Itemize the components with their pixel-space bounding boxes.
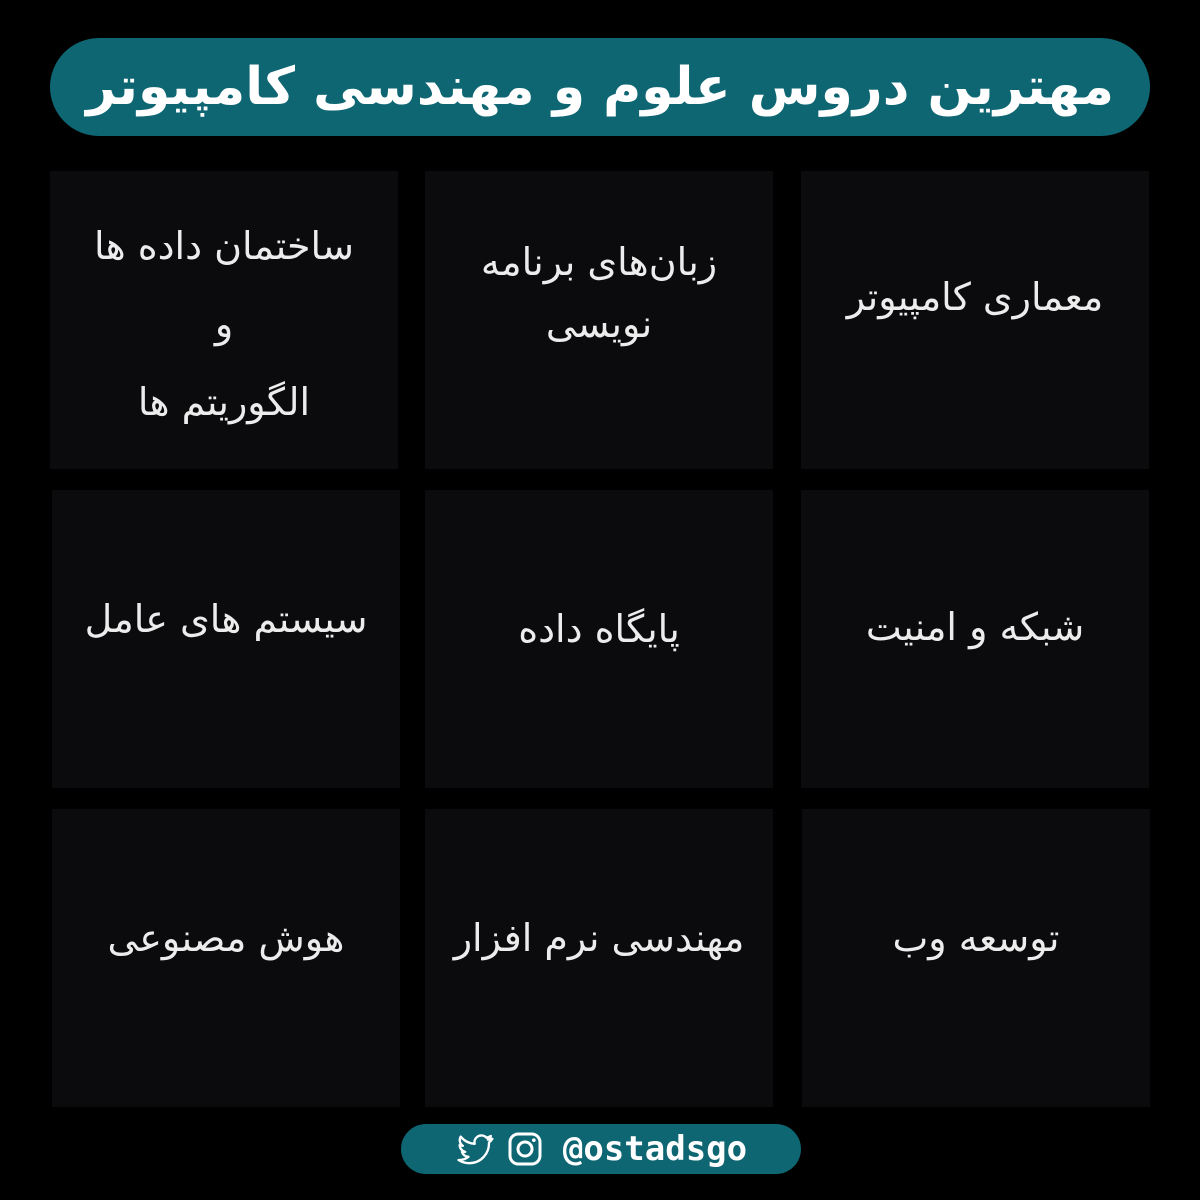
instagram-icon[interactable] xyxy=(505,1129,545,1169)
card-artificial-intelligence xyxy=(52,809,400,1107)
social-footer xyxy=(401,1124,801,1174)
twitter-icon[interactable] xyxy=(455,1129,495,1169)
card-label: ساختمان داده ها و الگوریتم ها xyxy=(94,224,354,424)
card-operating-systems xyxy=(52,490,400,788)
card-label: سیستم های عامل xyxy=(84,597,368,641)
card-network-security xyxy=(801,490,1149,788)
title-banner xyxy=(50,38,1150,136)
card-computer-architecture xyxy=(801,171,1149,469)
card-software-engineering xyxy=(425,809,773,1107)
card-web-development xyxy=(802,809,1150,1107)
page-title: مهترین دروس علوم و مهندسی کامپیوتر xyxy=(86,57,1114,117)
card-label: پایگاه داده xyxy=(518,607,680,651)
social-handle[interactable]: @ostadsgo xyxy=(562,1129,748,1169)
card-label: معماری کامپیوتر xyxy=(846,275,1104,319)
card-data-structures-algorithms xyxy=(50,171,398,469)
card-label: زبان‌های برنامه نویسی xyxy=(480,240,718,346)
card-database xyxy=(425,490,773,788)
card-label: هوش مصنوعی xyxy=(107,916,345,960)
card-label: شبکه و امنیت xyxy=(865,605,1085,649)
card-label: مهندسی نرم افزار xyxy=(453,916,745,960)
card-label: توسعه وب xyxy=(892,916,1060,960)
card-programming-languages xyxy=(425,171,773,469)
